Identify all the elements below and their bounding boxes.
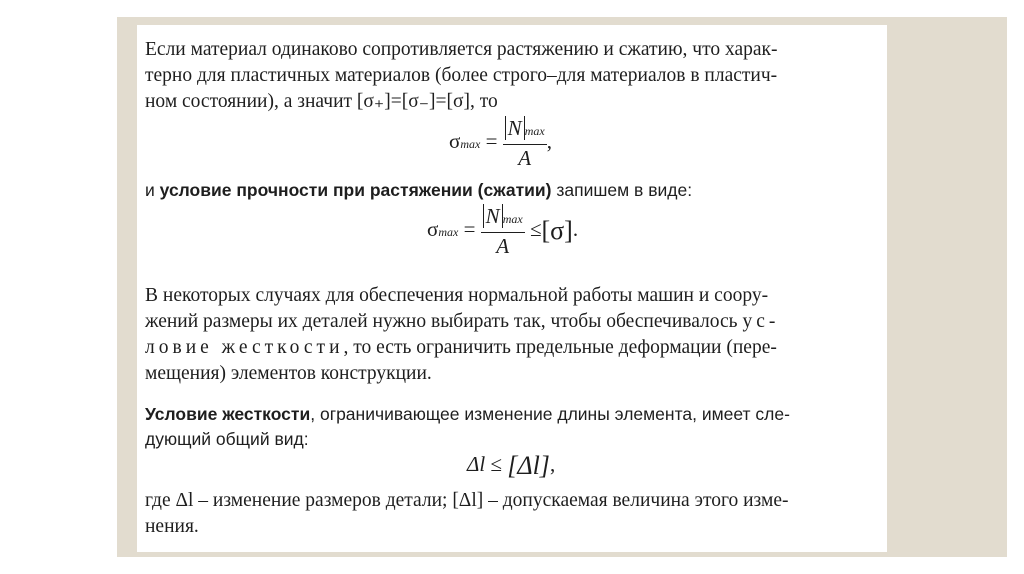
formula-stress-max <box>449 115 552 171</box>
paragraph-1-line-2: терно для пластичных материалов (более строго–для материалов в пластич- <box>145 65 778 86</box>
formula-2-denominator: A <box>496 234 510 258</box>
paragraph-3-line-1: В некоторых случаях для обеспечения нормальной работы машин и соору- <box>145 285 769 306</box>
paragraph-3-line-3-text: , то есть ограничить предельные деформации (пере- <box>343 337 777 358</box>
paragraph-1-line-3: ном состоянии), а значит [σ₊]=[σ₋]=[σ], то <box>145 91 498 112</box>
paragraph-3-line-2-text: жений размеры их деталей нужно выбирать так, чтобы обеспечивалось <box>145 311 738 332</box>
paragraph-2-pre: и <box>145 180 160 200</box>
formula-3-tail: , <box>549 451 556 476</box>
formula-1-numerator: N <box>505 116 525 140</box>
paragraph-4-line-1 <box>145 401 885 427</box>
formula-3-le: ≤ <box>490 451 502 476</box>
formula-1-sub: max <box>460 136 481 151</box>
formula-3-lhs: Δl <box>467 451 486 476</box>
formula-1-sigma: σ <box>449 128 461 153</box>
formula-3-bracket: [Δl] <box>507 451 550 480</box>
formula-1-fraction <box>503 115 547 171</box>
strength-condition-term: условие прочности при растяжении (сжатии) <box>159 180 552 200</box>
stiffness-condition-spaced: ловие жесткости <box>145 337 344 358</box>
paragraph-1-line-1: Если материал одинаково сопротивляется растяжению и сжатию, что харак- <box>145 39 778 60</box>
paragraph-4-post: , ограничивающее изменение длины элемента, имеет сле- <box>310 404 790 424</box>
formula-1-num-sub: max <box>524 124 545 138</box>
document-page <box>137 25 887 552</box>
formula-2-sigma: σ <box>427 216 439 241</box>
paragraph-3-line-2-hyphen: ус- <box>742 311 780 332</box>
formula-1-denominator: A <box>518 146 532 170</box>
paragraph-3-line-3 <box>145 335 885 361</box>
paragraph-3-line-2 <box>145 309 885 335</box>
paragraph-2 <box>145 177 885 203</box>
formula-2-bracket: [σ] <box>541 216 573 245</box>
formula-1-tail: , <box>546 128 552 153</box>
stiffness-condition-term: Условие жесткости <box>145 404 311 424</box>
formula-2-sub: max <box>438 224 459 239</box>
paragraph-5-line-2: нения. <box>145 516 199 537</box>
paragraph-2-post: запишем в виде: <box>551 180 693 200</box>
formula-2-equals: = <box>463 216 476 241</box>
paragraph-4-line-2: дующий общий вид: <box>145 429 309 449</box>
paragraph-5-line-1: где Δl – изменение размеров детали; [Δl] – допускаемая величина этого изме- <box>145 490 789 511</box>
paragraph-3-line-4: мещения) элементов конструкции. <box>145 363 432 384</box>
formula-2-tail: . <box>572 216 579 241</box>
formula-2-numerator: N <box>483 204 503 228</box>
formula-stiffness-condition <box>467 451 555 481</box>
formula-1-equals: = <box>485 128 498 153</box>
formula-strength-condition <box>427 203 578 259</box>
formula-2-fraction <box>481 203 525 259</box>
formula-2-num-sub: max <box>502 212 523 226</box>
formula-2-le: ≤ <box>529 216 542 241</box>
